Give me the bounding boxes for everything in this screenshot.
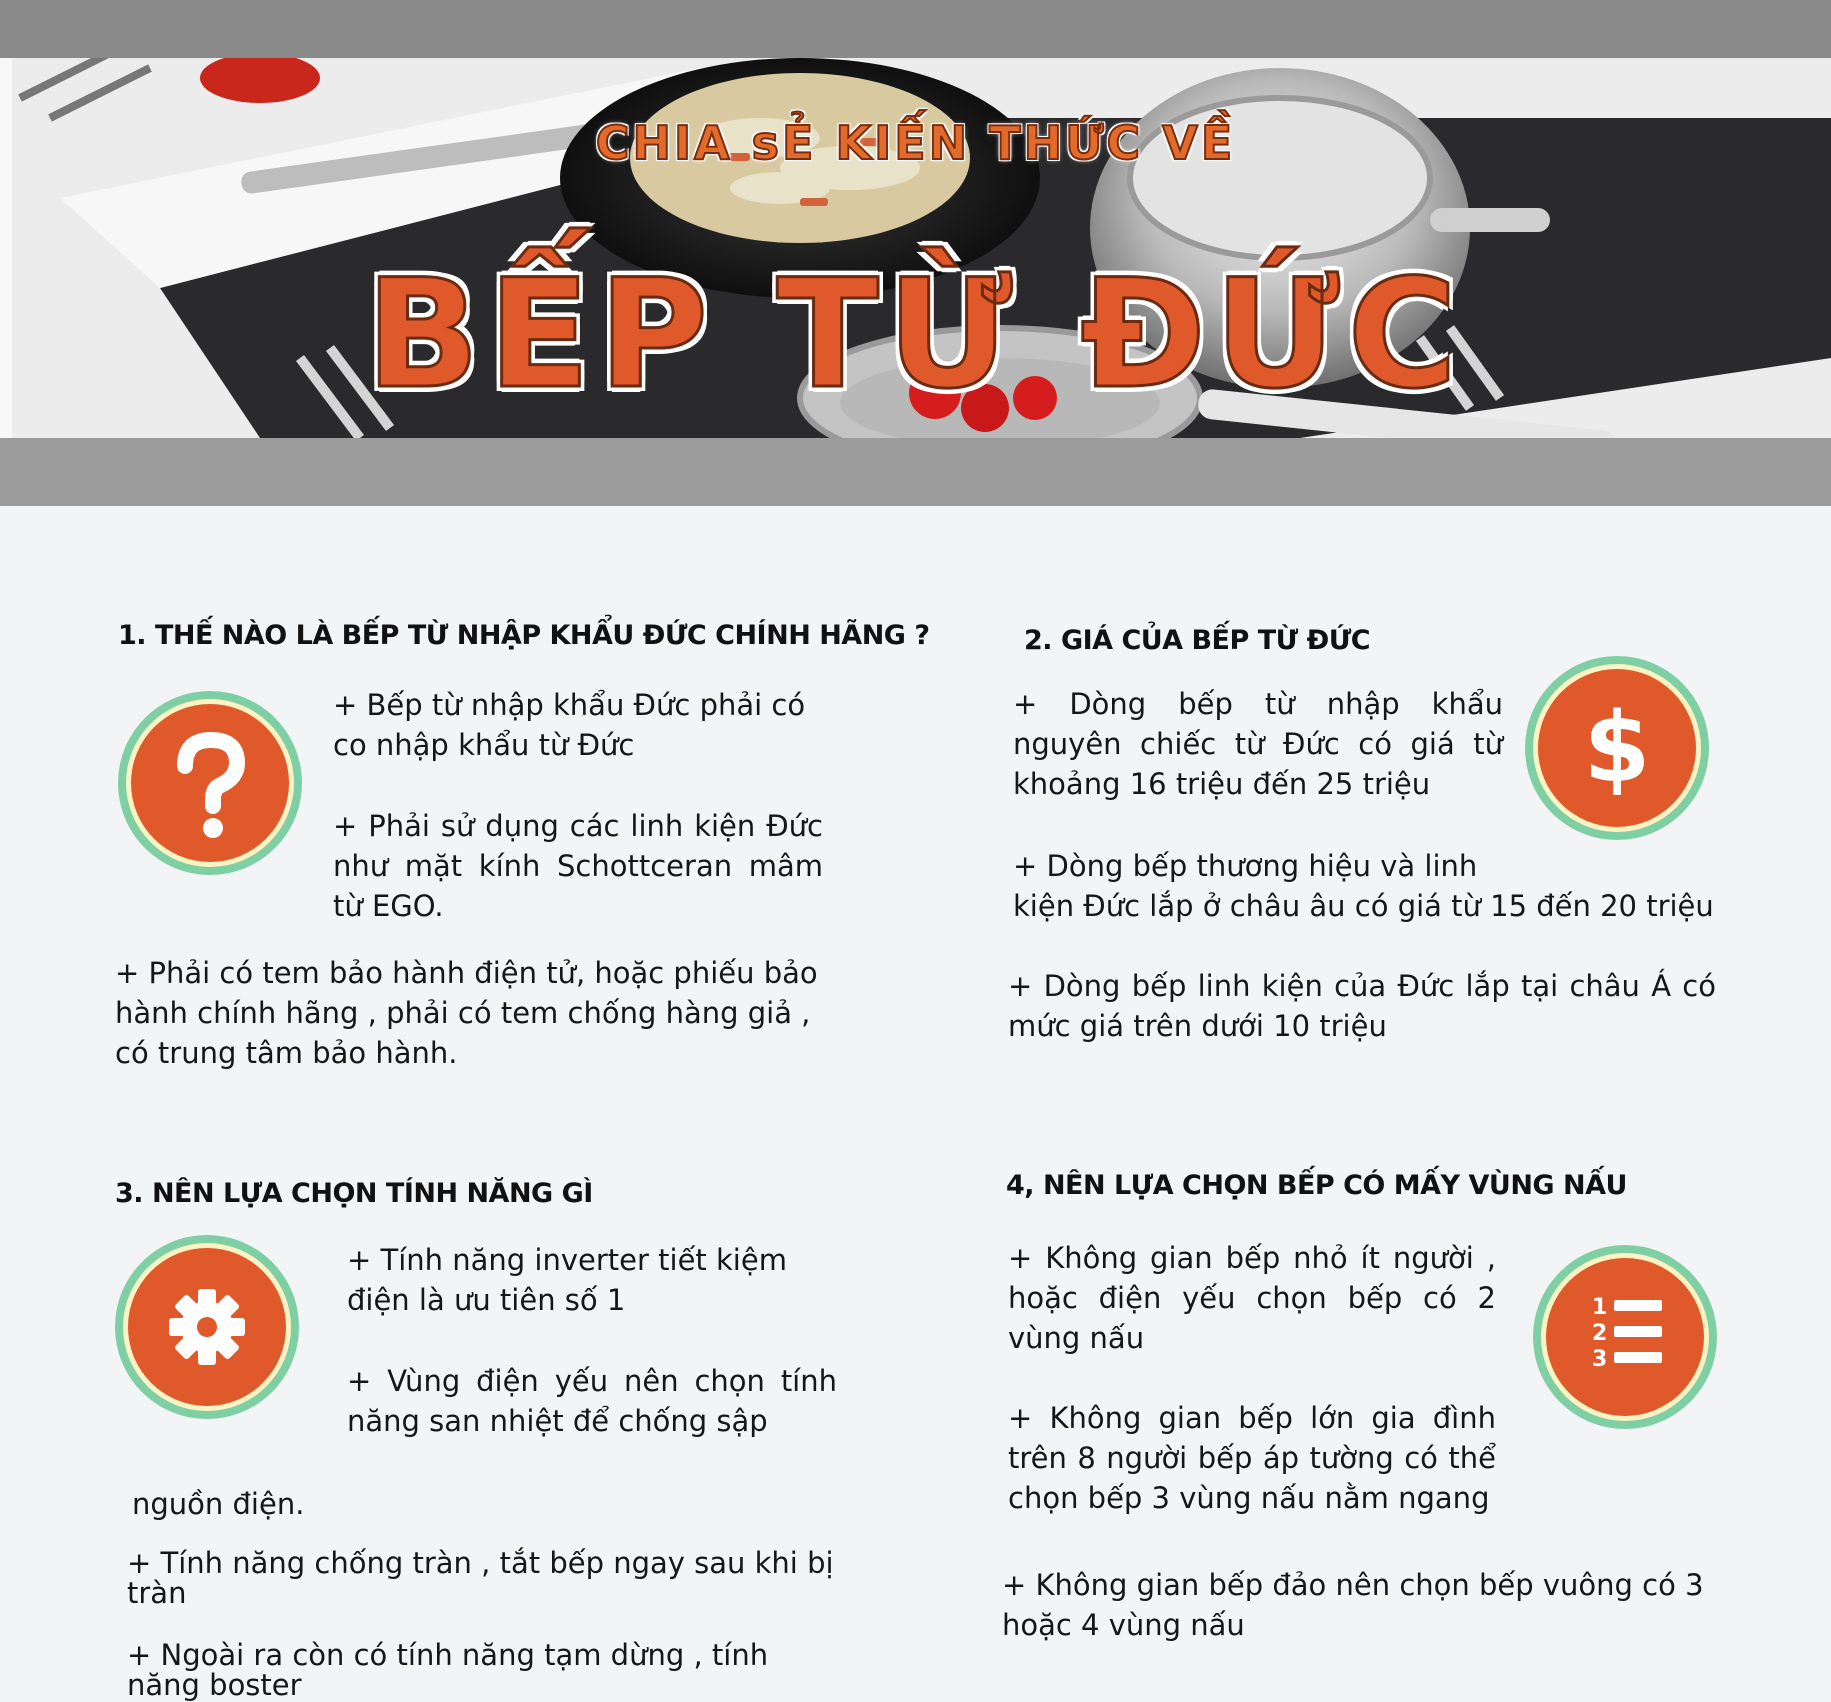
dollar-badge [1522,653,1712,843]
section-1-item-2: + Phải sử dụng các linh kiện Đức như mặt kính Schottceran mâm từ EGO. [333,809,823,923]
section-3-heading: 3. NÊN LỰA CHỌN TÍNH NĂNG GÌ [115,1178,593,1209]
svg-text:2: 2 [1592,1321,1608,1346]
section-4-heading: 4, NÊN LỰA CHỌN BẾP CÓ MẤY VÙNG NẤU [1006,1170,1627,1201]
dollar-icon [1522,653,1712,843]
section-2-item-1: + Dòng bếp từ nhập khẩu nguyên chiếc từ Đức có giá từ khoảng 16 triệu đến 25 triệu [1013,687,1503,801]
question-badge [115,688,305,878]
numbered-list-icon [1530,1242,1720,1432]
svg-text:$: $ [1583,692,1651,804]
section-1-heading: 1. THẾ NÀO LÀ BẾP TỪ NHẬP KHẨU ĐỨC CHÍNH HÃNG ? [118,620,930,651]
section-4-item-1: + Không gian bếp nhỏ ít người , hoặc điện yếu chọn bếp có 2 vùng nấu [1008,1241,1496,1355]
gear-badge [112,1232,302,1422]
section-1-item-3: + Phải có tem bảo hành điện tử, hoặc phiếu bảo hành chính hãng , phải có tem chống hàng giả , có trung tâm bảo hành. [115,956,818,1070]
svg-text:1: 1 [1592,1295,1608,1320]
banner-image [0,58,1831,438]
top-bar [0,0,1831,58]
section-3-item-2: + Vùng điện yếu nên chọn tính năng san nhiệt để chống sập [347,1364,837,1438]
section-2-item-4: + Dòng bếp linh kiện của Đức lắp tại châu Á có mức giá trên dưới 10 triệu [1008,969,1716,1043]
divider-bar [0,438,1831,506]
section-4-item-3: + Không gian bếp đảo nên chọn bếp vuông có 3 hoặc 4 vùng nấu [1002,1568,1704,1642]
section-1-item-1: + Bếp từ nhập khẩu Đức phải có co nhập khẩu từ Đức [333,688,806,762]
section-3-item-5: + Ngoài ra còn có tính năng tạm dừng , tính năng boster [127,1638,769,1702]
section-4-item-2: + Không gian bếp lớn gia đình trên 8 người bếp áp tường có thể chọn bếp 3 vùng nấu nằm ngang [1008,1401,1496,1515]
list-badge [1530,1242,1720,1432]
question-icon [115,688,305,878]
section-2-item-3: kiện Đức lắp ở châu âu có giá từ 15 đến 20 triệu [1013,889,1714,923]
section-3-item-1: + Tính năng inverter tiết kiệm điện là ưu tiên số 1 [347,1243,787,1317]
section-3-item-3: nguồn điện. [132,1487,305,1521]
section-2-heading: 2. GIÁ CỦA BẾP TỪ ĐỨC [1024,625,1371,656]
banner-subtitle: CHIA sẺ KIẾN THỨC VỀ [595,116,1236,170]
gear-icon [112,1232,302,1422]
section-2-item-2: + Dòng bếp thương hiệu và linh [1013,849,1478,883]
section-3-item-4: + Tính năng chống tràn , tắt bếp ngay sau khi bị tràn [127,1546,834,1610]
banner-title: BẾP TỪ ĐỨC [365,248,1466,422]
svg-text:3: 3 [1592,1347,1608,1372]
